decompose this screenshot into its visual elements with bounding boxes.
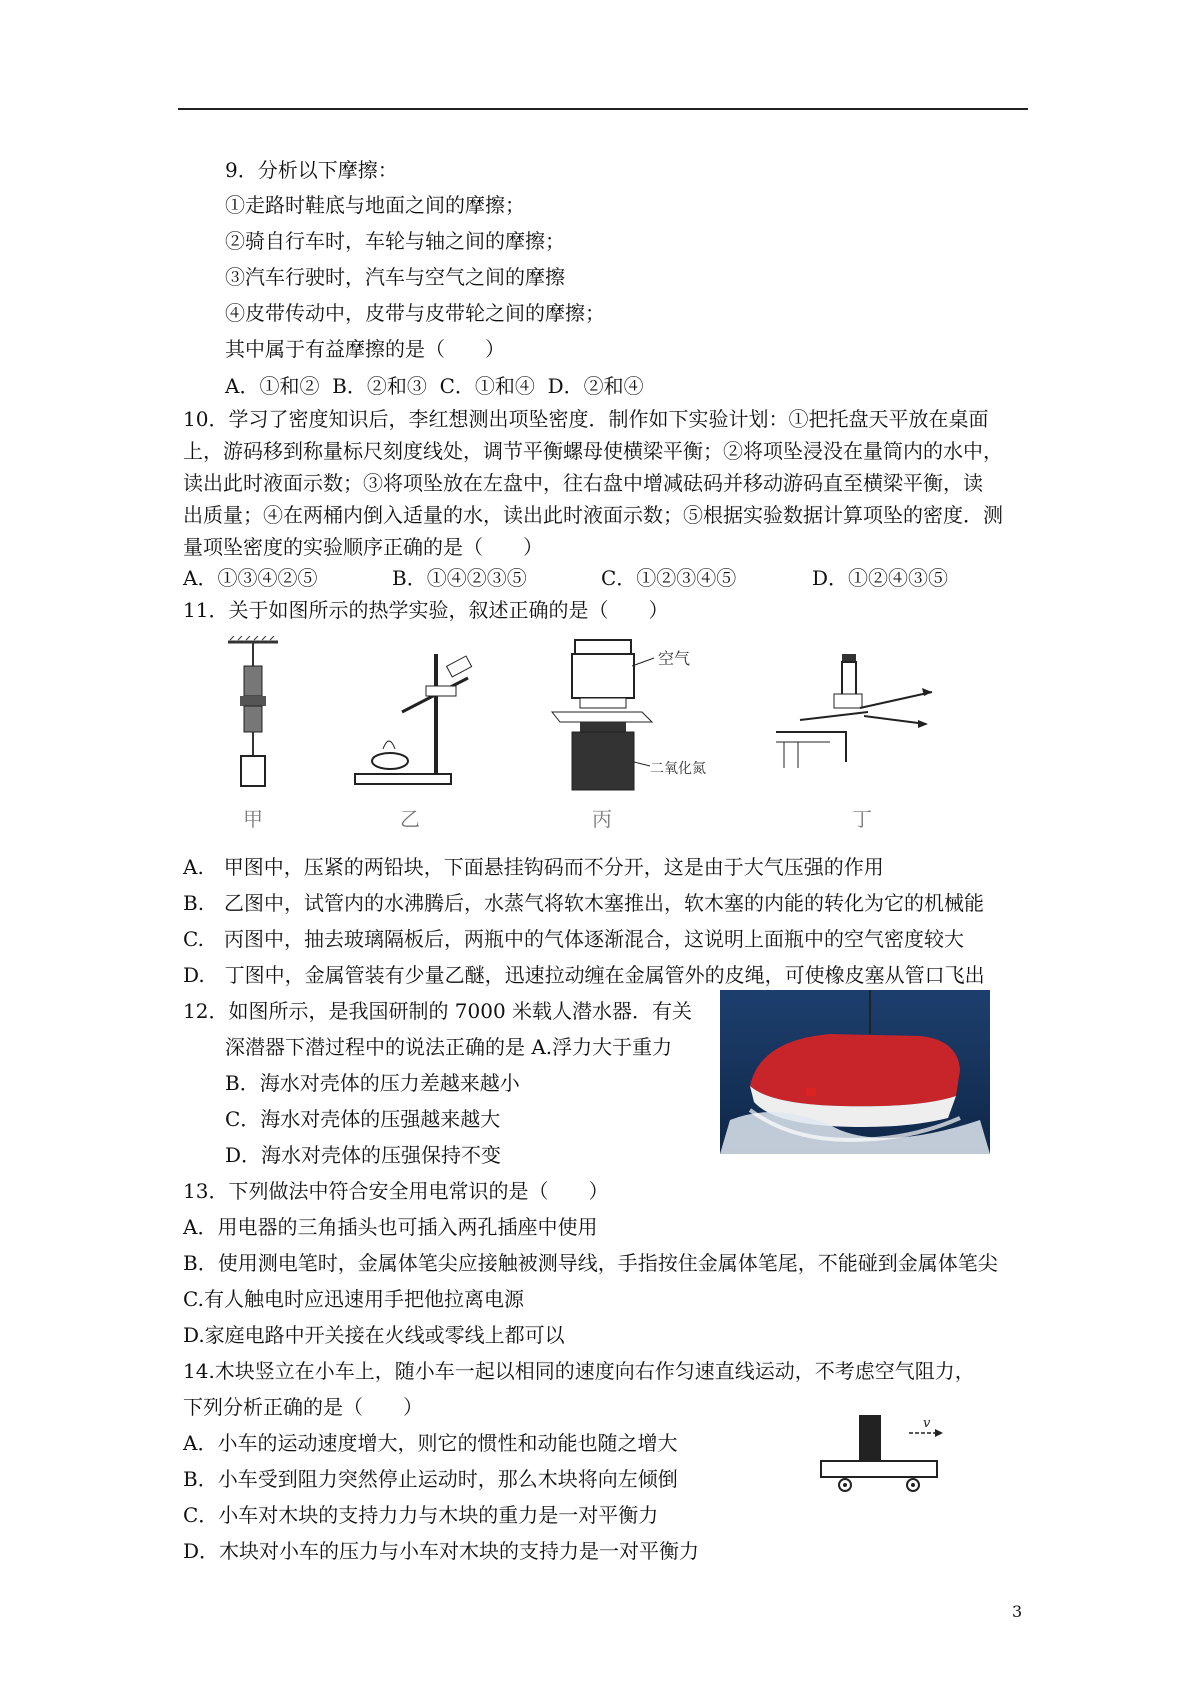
figure-text-no2: 二氧化氮 [650, 761, 706, 777]
q10-option-a: A．①③④②⑤ [183, 566, 318, 590]
figure-ding-metal-tube [770, 650, 950, 836]
figure-bing-gas-diffusion [550, 638, 740, 836]
figure-label-yi: 乙 [400, 807, 420, 831]
figure-label-ding: 丁 [852, 807, 872, 831]
q10-line-2: 上，游码移到称量标尺刻度线处，调节平衡螺母使横梁平衡；②将项坠浸没在量筒内的水中， [183, 439, 1003, 463]
q9-item-2: ②骑自行车时，车轮与轴之间的摩擦； [225, 229, 565, 253]
q9-stem: 9．分析以下摩擦： [225, 158, 398, 182]
velocity-label: v [923, 1416, 931, 1431]
q12-line-1: 12．如图所示，是我国研制的 7000 米载人潜水器．有关 [183, 999, 693, 1023]
figure-label-bing: 丙 [592, 807, 612, 831]
figure-label-jia: 甲 [243, 807, 263, 831]
q11-option-a: A. 甲图中，压紧的两铅块，下面悬挂钩码而不分开，这是由于大气压强的作用 [183, 855, 884, 879]
q11-option-d: D. 丁图中，金属管装有少量乙醚，迅速拉动缠在金属管外的皮绳，可使橡皮塞从管口飞出 [183, 963, 985, 987]
q9-item-4: ④皮带传动中，皮带与皮带轮之间的摩擦； [225, 301, 605, 325]
figure-yi-test-tube [350, 646, 500, 836]
q9-options: A．①和② B．②和③ C．①和④ D．②和④ [225, 374, 644, 398]
q13-option-b: B．使用测电笔时，金属体笔尖应接触被测导线，手指按住金属体笔尾，不能碰到金属体笔尖 [183, 1251, 998, 1275]
q9-item-1: ①走路时鞋底与地面之间的摩擦； [225, 193, 525, 217]
header-rule [178, 108, 1028, 110]
q10-line-1: 10．学习了密度知识后，李红想测出项坠密度．制作如下实验计划：①把托盘天平放在桌面 [183, 407, 989, 431]
q14-option-a: A．小车的运动速度增大，则它的惯性和动能也随之增大 [183, 1431, 678, 1455]
q13-stem: 13．下列做法中符合安全用电常识的是（ ） [183, 1179, 609, 1203]
q11-stem: 11．关于如图所示的热学实验，叙述正确的是（ ） [183, 598, 669, 622]
q14-option-b: B．小车受到阻力突然停止运动时，那么木块将向左倾倒 [183, 1467, 678, 1491]
q12-option-d: D．海水对壳体的压强保持不变 [225, 1143, 502, 1167]
q11-option-c: C. 丙图中，抽去玻璃隔板后，两瓶中的气体逐渐混合，这说明上面瓶中的空气密度较大 [183, 927, 964, 951]
q9-question: 其中属于有益摩擦的是（ ） [225, 337, 505, 361]
q9-item-3: ③汽车行驶时，汽车与空气之间的摩擦 [225, 265, 565, 289]
q14-line-1: 14.木块竖立在小车上，随小车一起以相同的速度向右作匀速直线运动，不考虑空气阻力， [183, 1359, 975, 1383]
q10-line-5: 量项坠密度的实验顺序正确的是（ ） [183, 535, 543, 559]
submersible-photo [720, 990, 990, 1154]
figure-text-air: 空气 [658, 649, 691, 668]
q11-option-b: B. 乙图中，试管内的水沸腾后，水蒸气将软木塞推出，软木塞的内能的转化为它的机械能 [183, 891, 985, 915]
q10-line-3: 读出此时液面示数；③将项坠放在左盘中，往右盘中增减砝码并移动游码直至横梁平衡，读 [183, 471, 983, 495]
q13-option-d: D.家庭电路中开关接在火线或零线上都可以 [183, 1323, 565, 1347]
q12-line-2: 深潜器下潜过程中的说法正确的是 A.浮力大于重力 [225, 1035, 673, 1059]
q13-option-c: C.有人触电时应迅速用手把他拉离电源 [183, 1287, 524, 1311]
q14-option-d: D．木块对小车的压力与小车对木块的支持力是一对平衡力 [183, 1539, 700, 1563]
q10-option-c: C．①②③④⑤ [601, 566, 737, 590]
q10-option-b: B．①④②③⑤ [392, 566, 527, 590]
figure-cart-with-block [815, 1405, 955, 1497]
q12-option-b: B．海水对壳体的压力差越来越小 [225, 1071, 520, 1095]
figure-jia-lead-blocks [220, 636, 290, 836]
page-number: 3 [1012, 1602, 1023, 1621]
q14-line-2: 下列分析正确的是（ ） [183, 1395, 423, 1419]
q10-line-4: 出质量；④在两桶内倒入适量的水，读出此时液面示数；⑤根据实验数据计算项坠的密度．测 [183, 503, 1003, 527]
q10-option-d: D．①②④③⑤ [812, 566, 949, 590]
q14-option-c: C．小车对木块的支持力力与木块的重力是一对平衡力 [183, 1503, 659, 1527]
q12-option-c: C．海水对壳体的压强越来越大 [225, 1107, 501, 1131]
q13-option-a: A．用电器的三角插头也可插入两孔插座中使用 [183, 1215, 598, 1239]
